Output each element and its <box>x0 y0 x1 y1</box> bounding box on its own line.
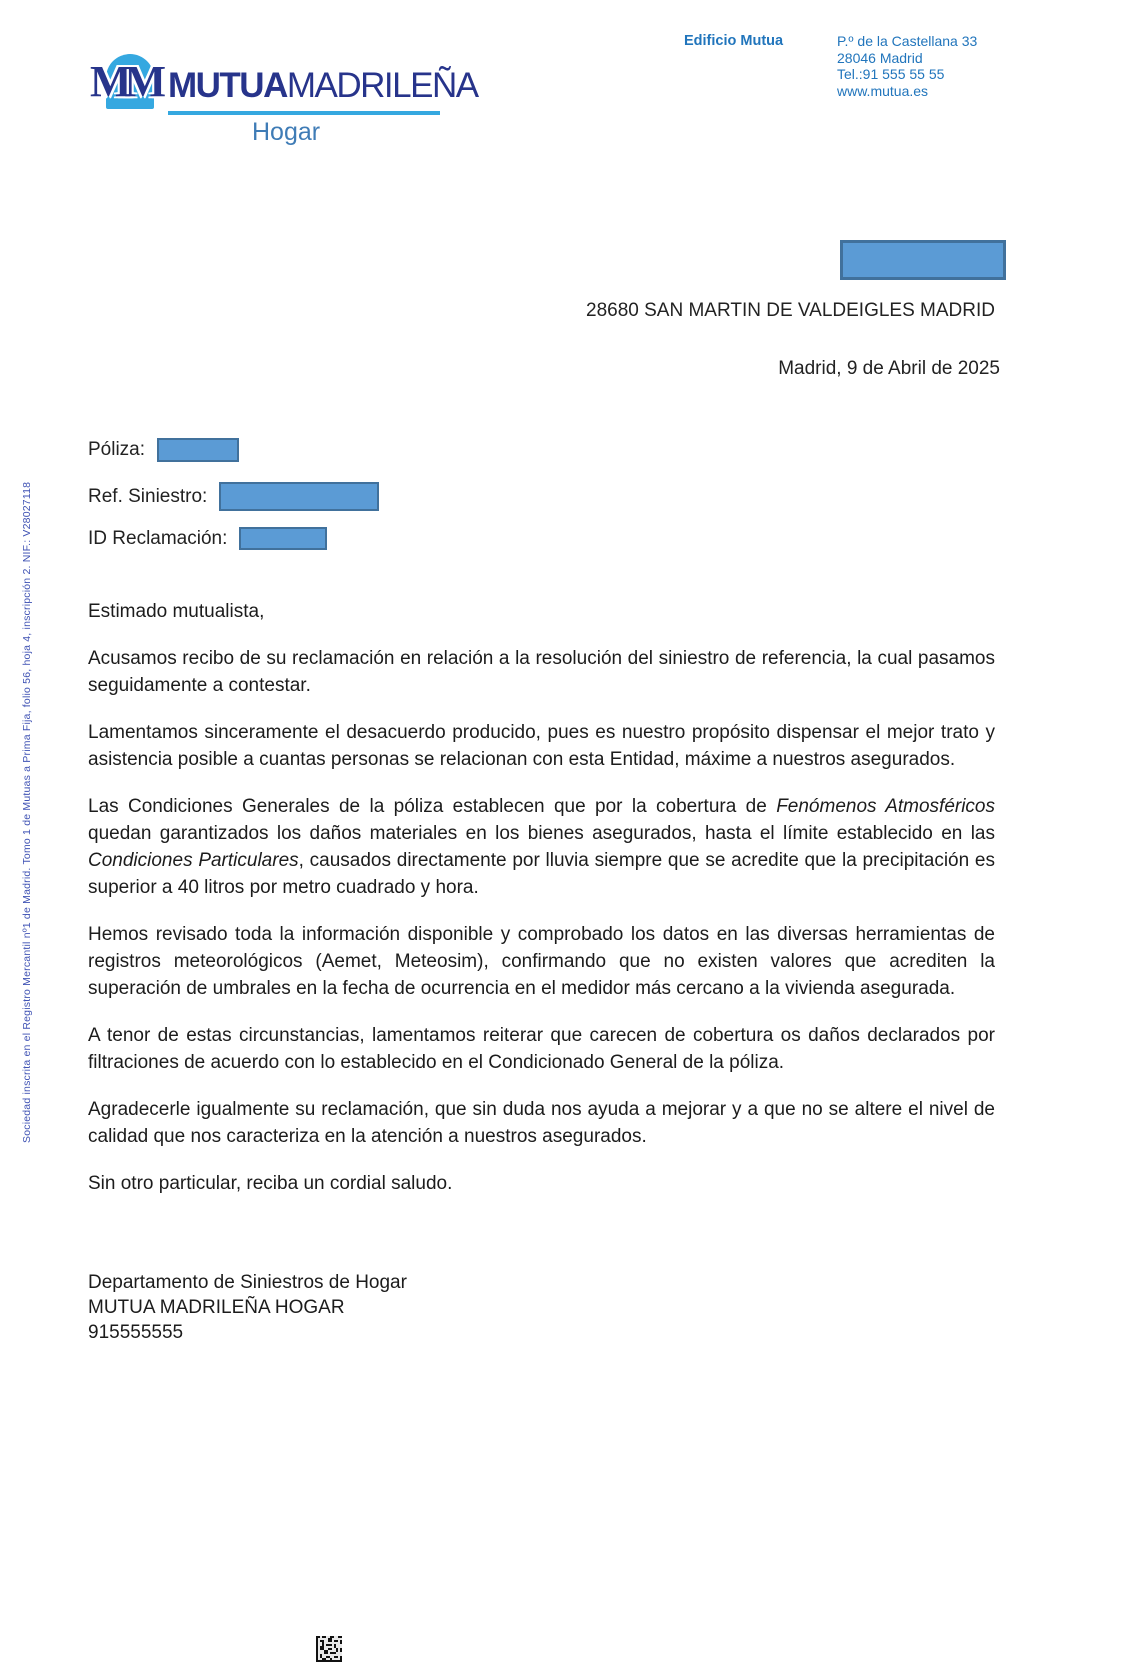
letter-closing: Sin otro particular, reciba un cordial saludo. <box>88 1173 453 1194</box>
letter-date: Madrid, 9 de Abril de 2025 <box>778 358 1000 379</box>
redacted-recipient-name <box>840 240 1006 280</box>
logo-product-line: Hogar <box>252 118 321 146</box>
p3-run5: , causados directamente por lluvia siempre que se acredite que la precipitación es superior a 40 litros por metro cuadrado y hora. <box>88 850 995 898</box>
complaint-row <box>88 527 327 550</box>
address-phone: Tel.:91 555 55 55 <box>837 66 945 82</box>
datamatrix-barcode <box>316 1636 342 1662</box>
logo-underline <box>168 111 440 115</box>
letter-paragraph-6: Agradecerle igualmente su reclamación, que sin duda nos ayuda a mejorar y a que no se altere el nivel de calidad que nos caracteriza en la atención a nuestros asegurados. <box>88 1099 995 1147</box>
letter-paragraph-1: Acusamos recibo de su reclamación en relación a la resolución del siniestro de referencia, la cual pasamos seguidamente a contestar. <box>88 648 995 696</box>
registration-sidebar-text: Sociedad inscrita en el Registro Mercantil nº1 de Madrid. Tomo 1 de Mutuas a Prima Fija, folio 56, hoja 4, inscripción 2. NIF.: V28027118 <box>21 481 33 1143</box>
p3-run1: Las Condiciones Generales de la póliza establecen que por la cobertura de <box>88 796 777 817</box>
p3-run2-italic: Fenómenos Atmosféricos <box>776 796 995 817</box>
logo-wordmark <box>168 68 478 103</box>
redacted-claim-reference <box>219 482 379 511</box>
building-label: Edificio Mutua <box>684 33 784 49</box>
greeting: Estimado mutualista, <box>88 601 265 622</box>
address-website: www.mutua.es <box>837 82 929 99</box>
logo-wordmark-madrilena: MADRILEÑA <box>286 66 478 105</box>
letter-paragraph-2: Lamentamos sinceramente el desacuerdo producido, pues es nuestro propósito dispensar el mejor trato y asistencia posible a cuantas personas se relacionan con esta Entidad, máxime a nuestros asegurados. <box>88 722 995 770</box>
address-city: 28046 Madrid <box>837 49 923 66</box>
address-street: P.º de la Castellana 33 <box>837 33 978 49</box>
company-address-block <box>837 33 977 99</box>
letter-paragraph-3 <box>88 793 995 901</box>
letter-paragraph-5: A tenor de estas circunstancias, lamentamos reiterar que carecen de cobertura os daños declarados por filtraciones de acuerdo con lo establecido en el Condicionado General de la póliza. <box>88 1025 995 1073</box>
logo-wordmark-mutua: MUTUA <box>168 66 287 105</box>
complaint-label: ID Reclamación: <box>88 527 228 549</box>
p3-run3: quedan garantizados los daños materiales en los bienes asegurados, hasta el límite establecido en las <box>88 823 995 844</box>
policy-label: Póliza: <box>88 439 146 460</box>
policy-row <box>88 438 239 462</box>
signature-block <box>88 1270 407 1345</box>
logo-monogram: MM <box>90 57 160 106</box>
signature-department: Departamento de Siniestros de Hogar <box>88 1272 407 1293</box>
redacted-complaint-id <box>239 527 327 550</box>
recipient-city-line: 28680 SAN MARTIN DE VALDEIGLES MADRID <box>586 300 995 321</box>
redacted-policy-number <box>157 438 239 462</box>
letter-body <box>88 598 995 1217</box>
claim-label: Ref. Siniestro: <box>88 485 208 507</box>
letter-paragraph-4: Hemos revisado toda la información disponible y comprobado los datos en las diversas herramientas de registros meteorológicos (Aemet, Meteosim), confirmando que no existen valores que acrediten la superación de umbrales en la fecha de ocurrencia en el medidor más cercano a la vivienda asegurada. <box>88 924 995 999</box>
signature-company: MUTUA MADRILEÑA HOGAR <box>88 1297 345 1318</box>
claim-row <box>88 482 379 511</box>
signature-phone: 915555555 <box>88 1322 184 1343</box>
p3-run4-italic: Condiciones Particulares <box>88 850 299 871</box>
